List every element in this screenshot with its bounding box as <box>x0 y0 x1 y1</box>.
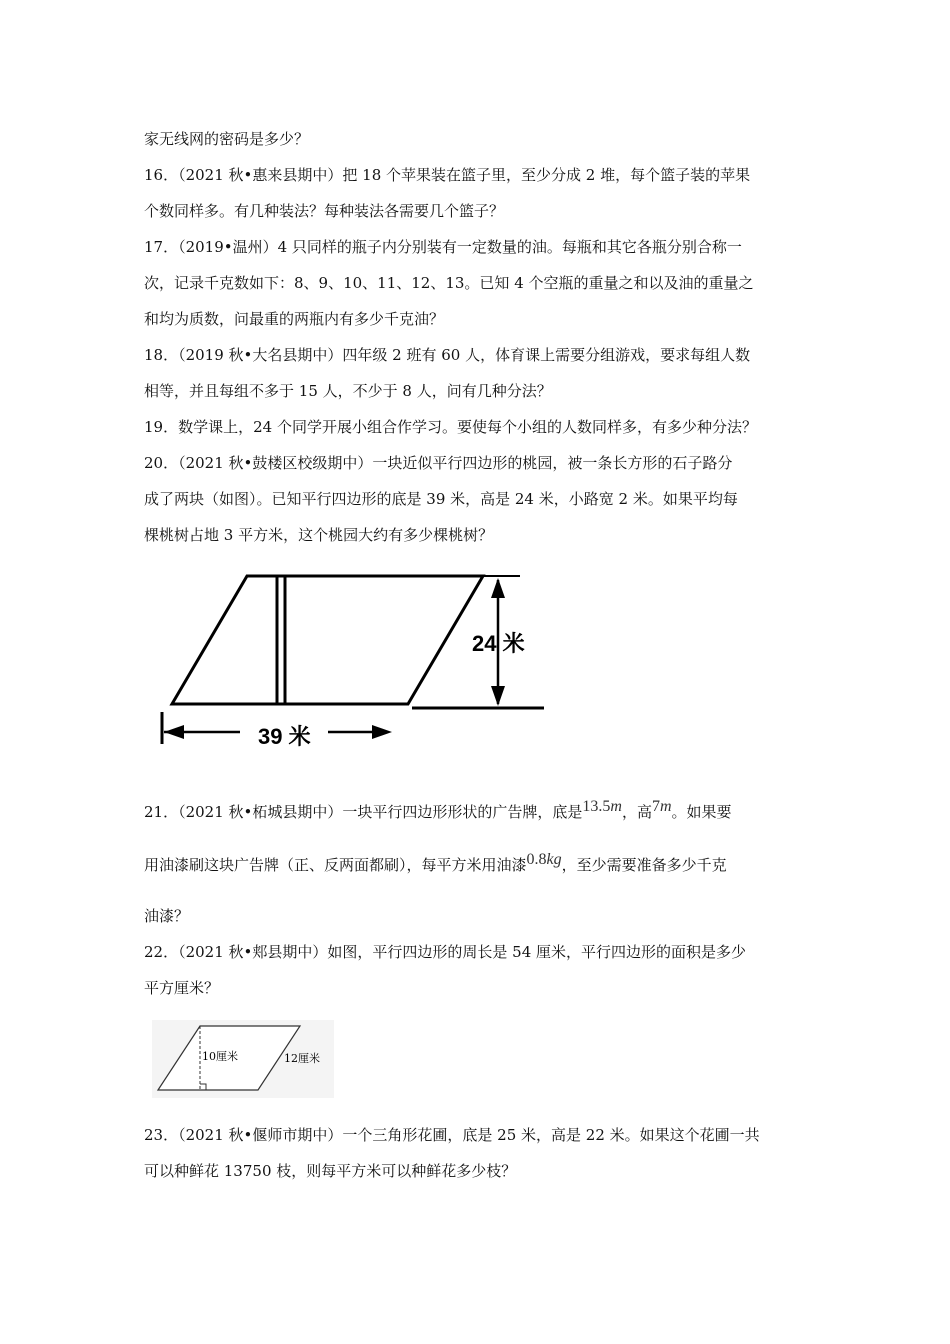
parallelogram-shape <box>172 576 483 704</box>
base-label: 39 米 <box>258 724 311 749</box>
question-18: 18．（2019 秋•大名县期中）四年级 2 班有 60 人，体育课上需要分组游戏，要求每组人数 <box>144 346 751 364</box>
math-height: 7m <box>651 798 672 815</box>
math-base: 13.5m <box>582 798 622 815</box>
question-19: 19．数学课上，24 个同学开展小组合作学习。要使每个小组的人数同样多，有多少种分法？ <box>144 418 757 436</box>
arrow-head-down <box>491 686 505 706</box>
question-22: 22．（2021 秋•郏县期中）如图，平行四边形的周长是 54 厘米，平行四边形的面积是多少 <box>144 943 747 961</box>
text-line: 棵桃树占地 3 平方米，这个桃园大约有多少棵桃树？ <box>144 526 494 544</box>
arrow-head-right <box>372 725 392 739</box>
height-label: 24 米 <box>472 631 525 656</box>
parallelogram-perimeter-figure <box>152 1020 334 1098</box>
question-21: 21．（2021 秋•柘城县期中）一块平行四边形形状的广告牌，底是13.5m，高7m。如果要 <box>144 798 732 821</box>
arrow-head-up <box>491 578 505 598</box>
question-23: 23．（2021 秋•偃师市期中）一个三角形花圃，底是 25 米，高是 22 米。如果这个花圃一共 <box>144 1126 760 1144</box>
text-line: 油漆？ <box>144 907 190 925</box>
text-line: 平方厘米？ <box>144 979 220 997</box>
question-20: 20．（2021 秋•鼓楼区校级期中）一块近似平行四边形的桃园，被一条长方形的石子路分 <box>144 454 733 472</box>
text-line: 家无线网的密码是多少？ <box>144 130 310 148</box>
text-line: 次，记录千克数如下：8、9、10、11、12、13。已知 4 个空瓶的重量之和以及油的重量之 <box>144 274 754 292</box>
question-16: 16．（2021 秋•惠来县期中）把 18 个苹果装在篮子里，至少分成 2 堆，每个篮子装的苹果 <box>144 166 751 184</box>
orchard-parallelogram-figure <box>150 562 550 752</box>
question-17: 17．（2019•温州）4 只同样的瓶子内分别装有一定数量的油。每瓶和其它各瓶分别合称一 <box>144 238 742 256</box>
math-paint: 0.8kg <box>526 851 562 868</box>
text-line: 用油漆刷这块广告牌（正、反两面都刷），每平方米用油漆0.8kg，至少需要准备多少千克 <box>144 851 727 874</box>
height-label: 10厘米 <box>202 1050 238 1063</box>
text-line: 和均为质数，问最重的两瓶内有多少千克油？ <box>144 310 445 328</box>
side-label: 12厘米 <box>284 1052 320 1065</box>
text-line: 相等，并且每组不多于 15 人，不少于 8 人，问有几种分法？ <box>144 382 552 400</box>
text-line: 个数同样多。有几种装法？每种装法各需要几个篮子？ <box>144 202 505 220</box>
path-rect <box>277 576 285 704</box>
text-line: 可以种鲜花 13750 枝，则每平方米可以种鲜花多少枝？ <box>144 1162 517 1180</box>
arrow-head-left <box>164 725 184 739</box>
text-line: 成了两块（如图）。已知平行四边形的底是 39 米，高是 24 米，小路宽 2 米。如果平均每 <box>144 490 738 508</box>
